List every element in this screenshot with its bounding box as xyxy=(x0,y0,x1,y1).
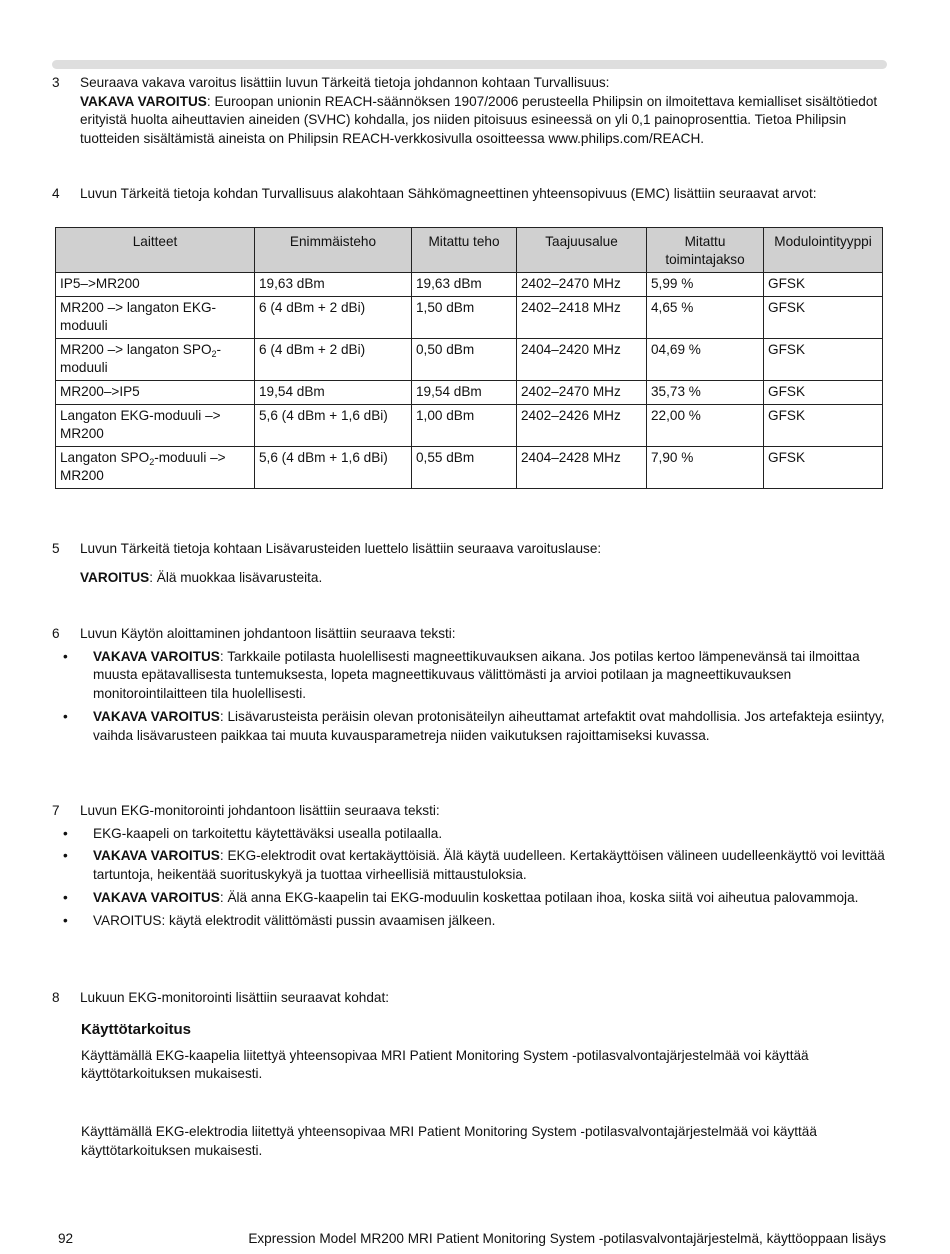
bullet-icon: • xyxy=(63,825,68,841)
cell-max-power: 5,6 (4 dBm + 1,6 dBi) xyxy=(255,405,412,447)
list-item xyxy=(52,708,887,745)
table-header-row xyxy=(56,228,883,273)
cell-measured-power: 19,63 dBm xyxy=(412,273,517,297)
cell-frequency: 2402–2470 MHz xyxy=(517,381,647,405)
cell-duty-cycle: 7,90 % xyxy=(647,447,764,489)
warning xyxy=(80,569,887,588)
subsection-heading: Käyttötarkoitus xyxy=(81,1020,192,1038)
cell-max-power: 6 (4 dBm + 2 dBi) xyxy=(255,339,412,381)
cell-device: IP5–>MR200 xyxy=(56,273,255,297)
list-item xyxy=(52,889,887,908)
section-intro: Luvun EKG-monitorointi johdantoon lisättiin seuraava teksti: xyxy=(80,803,440,818)
cell-modulation: GFSK xyxy=(764,405,883,447)
cell-duty-cycle: 22,00 % xyxy=(647,405,764,447)
cell-max-power: 5,6 (4 dBm + 1,6 dBi) xyxy=(255,447,412,489)
header-rule xyxy=(52,60,887,69)
warning-text: : Tarkkaile potilasta huolellisesti magneettikuvauksen aikana. Jos potilas kertoo lämpenevänsä tai ilmoittaa muusta epätavallisesta tuntemuksesta, lopeta magneettikuvaus välittömästi ja arvioi potilaan ja magneettikuvauksen monitorointilaitteen tila huolellisesti. xyxy=(93,648,860,702)
device-subscript: 2 xyxy=(211,349,217,359)
cell-frequency: 2404–2420 MHz xyxy=(517,339,647,381)
device-name-end: -moduuli –> MR200 xyxy=(60,450,226,483)
cell-measured-power: 0,50 dBm xyxy=(412,339,517,381)
section-intro: Lukuun EKG-monitorointi lisättiin seuraavat kohdat: xyxy=(80,990,390,1005)
cell-device xyxy=(56,447,255,489)
cell-measured-power: 1,00 dBm xyxy=(412,405,517,447)
cell-device: MR200 –> langaton EKG-moduuli xyxy=(56,297,255,339)
warning-label: VAKAVA VAROITUS xyxy=(93,648,220,664)
cell-frequency: 2404–2428 MHz xyxy=(517,447,647,489)
list-item-text: EKG-kaapeli on tarkoitettu käytettäväksi usealla potilaalla. xyxy=(93,825,443,841)
bullet-icon: • xyxy=(63,912,68,928)
column-header: Mitattu teho xyxy=(412,228,517,273)
cell-frequency: 2402–2418 MHz xyxy=(517,297,647,339)
severe-warning xyxy=(80,93,887,149)
section-intro: Seuraava vakava varoitus lisättiin luvun Tärkeitä tietoja johdannon kohtaan Turvallisuus: xyxy=(80,75,610,90)
section-intro: Luvun Tärkeitä tietoja kohdan Turvallisuus alakohtaan Sähkömagneettinen yhteensopivuus (EMC) lisättiin seuraavat arvot: xyxy=(80,186,817,201)
warning-label: VAKAVA VAROITUS xyxy=(93,889,220,905)
cell-modulation: GFSK xyxy=(764,381,883,405)
section-number: 8 xyxy=(52,990,60,1005)
table-row xyxy=(56,405,883,447)
cell-measured-power: 0,55 dBm xyxy=(412,447,517,489)
cell-frequency: 2402–2470 MHz xyxy=(517,273,647,297)
cell-modulation: GFSK xyxy=(764,273,883,297)
emc-table xyxy=(55,227,883,489)
section-number: 5 xyxy=(52,541,60,556)
paragraph: Käyttämällä EKG-elektrodia liitettyä yhteensopivaa MRI Patient Monitoring System -potilasvalvontajärjestelmää voi käyttää käyttötarkoituksen mukaisesti. xyxy=(81,1124,817,1158)
warning-text: : Lisävarusteista peräisin olevan protonisäteilyn aiheuttamat artefaktit ovat mahdollisia. Jos artefakteja esiintyy, vaihda lisävarusteen paikkaa tai muuta kuvausparametreja niiden vaikutuksen rajoittamiseksi kuvassa. xyxy=(93,708,885,743)
column-header: Laitteet xyxy=(56,228,255,273)
table-row xyxy=(56,273,883,297)
section-number: 3 xyxy=(52,75,60,90)
section-3 xyxy=(52,74,887,149)
warning-text: : Älä muokkaa lisävarusteita. xyxy=(149,569,323,585)
cell-device xyxy=(56,339,255,381)
column-header: Taajuusalue xyxy=(517,228,647,273)
section-6 xyxy=(52,625,887,745)
footer-title: Expression Model MR200 MRI Patient Monitoring System -potilasvalvontajärjestelmä, käyttöoppaan lisäys xyxy=(248,1231,886,1246)
table-row xyxy=(56,297,883,339)
list-item-text: VAROITUS: käytä elektrodit välittömästi pussin avaamisen jälkeen. xyxy=(93,912,496,928)
section-intro: Luvun Käytön aloittaminen johdantoon lisättiin seuraava teksti: xyxy=(80,626,456,641)
section-number: 6 xyxy=(52,626,60,641)
column-header: Mitattu toimintajakso xyxy=(647,228,764,273)
list-item xyxy=(52,912,887,931)
warning-label: VAKAVA VAROITUS xyxy=(80,93,207,109)
cell-measured-power: 1,50 dBm xyxy=(412,297,517,339)
device-name-end: -moduuli xyxy=(60,342,222,375)
cell-modulation: GFSK xyxy=(764,297,883,339)
warning-text: : Euroopan unionin REACH-säännöksen 1907/2006 perusteella Philipsin on ilmoitettava kemialliset sisältötiedot erityistä huolta aiheuttavien aineiden (SVHC) kohdalla, jos niiden pitoisuus esineessä on yli 0,1 painoprosenttia. Tietoa Philipsin tuotteiden sisältämistä aineista on Philipsin REACH-verkkosivulla osoitteessa www.philips.com/REACH. xyxy=(80,93,878,147)
device-subscript: 2 xyxy=(149,457,155,467)
section-4 xyxy=(52,185,887,204)
bullet-icon: • xyxy=(63,648,68,664)
table-row xyxy=(56,447,883,489)
section-number: 4 xyxy=(52,186,60,201)
cell-duty-cycle: 5,99 % xyxy=(647,273,764,297)
table-row xyxy=(56,381,883,405)
paragraph: Käyttämällä EKG-kaapelia liitettyä yhteensopivaa MRI Patient Monitoring System -potilasvalvontajärjestelmää voi käyttää käyttötarkoituksen mukaisesti. xyxy=(81,1047,809,1082)
cell-duty-cycle: 04,69 % xyxy=(647,339,764,381)
section-8 xyxy=(52,989,887,1161)
cell-device: Langaton EKG-moduuli –> MR200 xyxy=(56,405,255,447)
section-7 xyxy=(52,802,887,930)
warning-label: VAKAVA VAROITUS xyxy=(93,848,220,864)
cell-duty-cycle: 4,65 % xyxy=(647,297,764,339)
device-name-start: MR200 –> langaton SPO xyxy=(60,342,212,357)
column-header: Enimmäisteho xyxy=(255,228,412,273)
cell-frequency: 2402–2426 MHz xyxy=(517,405,647,447)
list-item xyxy=(52,847,887,884)
list-item xyxy=(52,648,887,704)
cell-device: MR200–>IP5 xyxy=(56,381,255,405)
section-number: 7 xyxy=(52,803,60,818)
column-header: Modulointityyppi xyxy=(764,228,883,273)
bullet-list xyxy=(52,825,887,931)
device-name-start: Langaton SPO xyxy=(60,450,150,465)
cell-measured-power: 19,54 dBm xyxy=(412,381,517,405)
warning-text: : EKG-elektrodit ovat kertakäyttöisiä. Älä käytä uudelleen. Kertakäyttöisen välineen uudelleenkäyttö voi levittää tartuntoja, heikentää suorituskykyä ja tuottaa virheellisiä mittaustuloksia. xyxy=(93,848,885,883)
bullet-icon: • xyxy=(63,889,68,905)
cell-modulation: GFSK xyxy=(764,447,883,489)
cell-modulation: GFSK xyxy=(764,339,883,381)
page-number: 92 xyxy=(58,1231,74,1246)
warning-text: : Älä anna EKG-kaapelin tai EKG-moduulin koskettaa potilaan ihoa, koska siitä voi aiheutua palovammoja. xyxy=(219,889,859,905)
warning-label: VAKAVA VAROITUS xyxy=(93,708,220,724)
bullet-icon: • xyxy=(63,848,68,864)
table-row xyxy=(56,339,883,381)
bullet-list xyxy=(52,648,887,746)
bullet-icon: • xyxy=(63,708,68,724)
section-5 xyxy=(52,540,887,587)
section-intro: Luvun Tärkeitä tietoja kohtaan Lisävarusteiden luettelo lisättiin seuraava varoituslause: xyxy=(80,541,602,556)
list-item xyxy=(52,825,887,844)
cell-max-power: 19,54 dBm xyxy=(255,381,412,405)
cell-duty-cycle: 35,73 % xyxy=(647,381,764,405)
cell-max-power: 6 (4 dBm + 2 dBi) xyxy=(255,297,412,339)
cell-max-power: 19,63 dBm xyxy=(255,273,412,297)
warning-label: VAROITUS xyxy=(80,569,150,585)
